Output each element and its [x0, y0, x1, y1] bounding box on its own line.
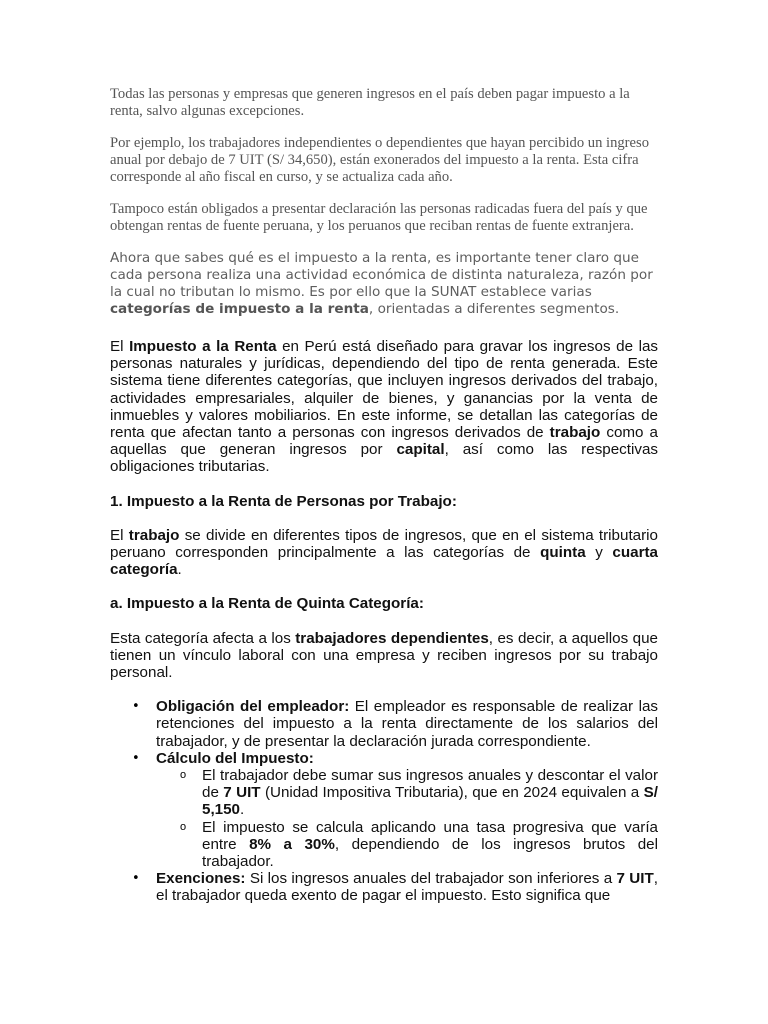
list-item-text — [156, 870, 658, 904]
bold-text: Exenciones: — [156, 870, 246, 888]
sub-bullet-list — [156, 767, 658, 870]
list-item — [110, 698, 658, 750]
text-run: y — [585, 544, 613, 562]
bold-text: S/ 5,150 — [202, 784, 658, 819]
bold-text: trabajadores dependientes — [295, 629, 489, 647]
intro-paragraph-4 — [110, 250, 658, 318]
text-run: El — [110, 338, 130, 355]
bold-text: cuarta categoría — [110, 544, 658, 579]
text-run: Esta categoría afecta a los — [110, 629, 296, 647]
sub-list-item — [156, 819, 658, 871]
bold-text: Cálculo del Impuesto: — [156, 749, 314, 767]
text-run: , es decir, a aquellos que tienen un vínculo laboral con una empresa y reciben ingresos por su trabajo personal. — [110, 629, 659, 682]
bold-text: trabajo — [128, 526, 180, 544]
text-run: Ahora que sabes qué es el impuesto a la renta, es importante tener claro que cada persona realiza una actividad económica de distinta naturaleza, razón por la cual no tributan lo mismo. Es por ello que la SUNAT establece varias — [110, 250, 653, 300]
bold-text: 7 UIT — [616, 870, 654, 888]
text-run: . — [240, 801, 245, 819]
text-run: se divide en diferentes tipos de ingresos, que en el sistema tributario peruano corresponden principalmente a las categorías de — [110, 526, 658, 562]
bold-text: Obligación del empleador: — [156, 698, 350, 716]
bold-text: quinta — [540, 544, 586, 562]
intro-paragraph-2: Por ejemplo, los trabajadores independientes o dependientes que hayan percibido un ingreso anual por debajo de 7 UIT (S/ 34,650), están exonerados del impuesto a la renta. Esta cifra corresponde al año fiscal en curso, y se actualiza cada año. — [110, 135, 649, 185]
text-run: El — [110, 526, 129, 544]
list-item — [110, 870, 658, 904]
bold-text: 7 UIT — [223, 784, 261, 802]
circle-bullet-icon: o — [180, 820, 187, 833]
text-run: Si los ingresos anuales del trabajador son inferiores a — [245, 870, 617, 888]
section-a-paragraph — [110, 630, 658, 682]
text-run: en Perú está diseñado para gravar los ingresos de las personas naturales y jurídicas, dependiendo del tipo de renta generada. Este sistema tiene diferentes categorías, que incluyen ingresos derivados del trabajo, actividades empresariales, alquiler de bienes, y ganancias por la venta de inmuebles y valores mobiliarios. En este informe, se detallan las categorías de renta que afectan tanto a personas con ingresos derivados de — [110, 338, 658, 442]
spacer — [110, 476, 658, 493]
document-page — [110, 86, 658, 905]
bullet-icon: • — [132, 699, 140, 715]
bullet-icon: • — [132, 871, 140, 887]
list-item-text — [156, 698, 658, 750]
spacer — [110, 681, 658, 698]
text-run: , orientadas a diferentes segmentos. — [368, 301, 620, 317]
sub-list-item-text — [202, 819, 658, 871]
bullet-list — [110, 698, 658, 904]
intro-paragraph-1: Todas las personas y empresas que generen ingresos en el país deben pagar impuesto a la renta, salvo algunas excepciones. — [110, 86, 630, 119]
bold-text: capital — [396, 441, 445, 459]
bold-text: Impuesto a la Renta — [129, 338, 277, 355]
text-run: , así como las respectivas obligaciones tributarias. — [110, 441, 658, 476]
bold-text: 8% a 30% — [249, 835, 335, 853]
list-item — [110, 750, 658, 870]
text-run: El impuesto se calcula aplicando una tasa progresiva que varía entre — [202, 818, 658, 853]
section-a-heading: a. Impuesto a la Renta de Quinta Categoría: — [110, 595, 424, 613]
text-run: El trabajador debe sumar sus ingresos anuales y descontar el valor de — [202, 767, 658, 802]
text-run: (Unidad Impositiva Tributaria), que en 2024 equivalen a — [260, 784, 644, 802]
bullet-icon: • — [132, 750, 140, 766]
text-run: El empleador es responsable de realizar las retenciones del impuesto a la renta directamente de los salarios del trabajador, y de presentar la declaración jurada correspondiente. — [156, 698, 658, 750]
section-1-paragraph — [110, 527, 658, 579]
bold-text: categorías de impuesto a la renta — [110, 301, 369, 317]
bold-text: trabajo — [549, 424, 601, 442]
text-run: como a aquellas que generan ingresos por — [110, 424, 659, 459]
text-run: , el trabajador queda exento de pagar el impuesto. Esto significa que — [156, 870, 658, 905]
sub-list-item-text — [202, 767, 658, 819]
sub-list-item — [156, 767, 658, 819]
circle-bullet-icon: o — [180, 769, 187, 782]
list-item-text — [156, 750, 658, 767]
spacer — [110, 578, 658, 595]
section-1-heading: 1. Impuesto a la Renta de Personas por Trabajo: — [110, 492, 457, 510]
text-run: . — [177, 561, 182, 579]
text-run: , dependiendo de los ingresos brutos del trabajador. — [202, 835, 659, 871]
intro-paragraph-3: Tampoco están obligados a presentar declaración las personas radicadas fuera del país y que obtengan rentas de fuente peruana, y los peruanos que reciban rentas de fuente extranjera. — [110, 201, 648, 234]
spacer — [110, 510, 658, 527]
overview-paragraph — [110, 338, 658, 476]
spacer — [110, 613, 658, 630]
